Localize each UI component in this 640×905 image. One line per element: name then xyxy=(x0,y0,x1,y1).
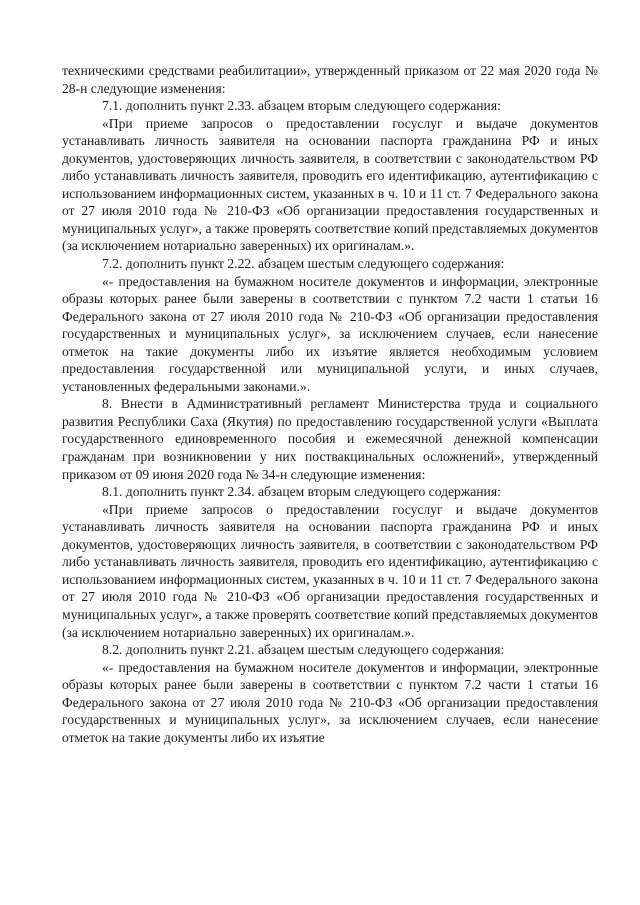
paragraph-continuation: техническими средствами реабилитации», утвержденный приказом от 22 мая 2020 года № 28-н следующие изменения: xyxy=(62,63,598,96)
paragraph-quote-8-1: «При приеме запросов о предоставлении госуслуг и выдаче документов устанавливать личность заявителя на основании паспорта гражданина РФ и иных документов, удостоверяющих личность заявителя, в соответствии с законодательством РФ либо устанавливать личность заявителя, проводить его идентификацию, аутентификацию с использованием информационных систем, указанных в ч. 10 и 11 ст. 7 Федерального закона от 27 июля 2010 года № 210-ФЗ «Об организации предоставления государственных и муниципальных услуг», а также проверять соответствие копий представляемых документов (за исключением нотариально заверенных) их оригиналам.». xyxy=(62,501,598,640)
paragraph-quote-7-1: «При приеме запросов о предоставлении госуслуг и выдаче документов устанавливать личность заявителя на основании паспорта гражданина РФ и иных документов, удостоверяющих личность заявителя, в соответствии с законодательством РФ либо устанавливать личность заявителя, проводить его идентификацию, аутентификацию с использованием информационных систем, указанных в ч. 10 и 11 ст. 7 Федерального закона от 27 июля 2010 года № 210-ФЗ «Об организации предоставления государственных и муниципальных услуг», а также проверять соответствие копий представляемых документов (за исключением нотариально заверенных) их оригиналам.». xyxy=(62,115,598,254)
paragraph-item-8: 8. Внести в Административный регламент Министерства труда и социального развития Республики Саха (Якутия) по предоставлению государственной услуги «Выплата государственного единовременного пособия и ежемесячной денежной компенсации гражданам при возникновении у них поствакцинальных осложнений», утвержденный приказом от 09 июня 2020 года № 34-н следующие изменения: xyxy=(62,396,598,482)
document-page xyxy=(62,62,598,746)
paragraph-quote-7-2: «- предоставления на бумажном носителе документов и информации, электронные образы которых ранее были заверены в соответствии с пунктом 7.2 части 1 статьи 16 Федерального закона от 27 июля 2010 года № 210-ФЗ «Об организации предоставления государственных и муниципальных услуг», за исключением случаев, если нанесение отметок на такие документы либо их изъятие является необходимым условием предоставления государственной или муниципальной услуги, и иных случаев, установленных федеральными законами.». xyxy=(62,273,598,394)
paragraph-quote-8-2: «- предоставления на бумажном носителе документов и информации, электронные образы которых ранее были заверены в соответствии с пунктом 7.2 части 1 статьи 16 Федерального закона от 27 июля 2010 года № 210-ФЗ «Об организации предоставления государственных и муниципальных услуг», за исключением случаев, если нанесение отметок на такие документы либо их изъятие xyxy=(62,659,598,745)
paragraph-item-8-1: 8.1. дополнить пункт 2.34. абзацем вторым следующего содержания: xyxy=(102,484,501,500)
paragraph-item-7-2: 7.2. дополнить пункт 2.22. абзацем шестым следующего содержания: xyxy=(102,256,505,272)
paragraph-item-7-1: 7.1. дополнить пункт 2.33. абзацем вторым следующего содержания: xyxy=(102,98,501,114)
paragraph-item-8-2: 8.2. дополнить пункт 2.21. абзацем шестым следующего содержания: xyxy=(102,642,505,658)
